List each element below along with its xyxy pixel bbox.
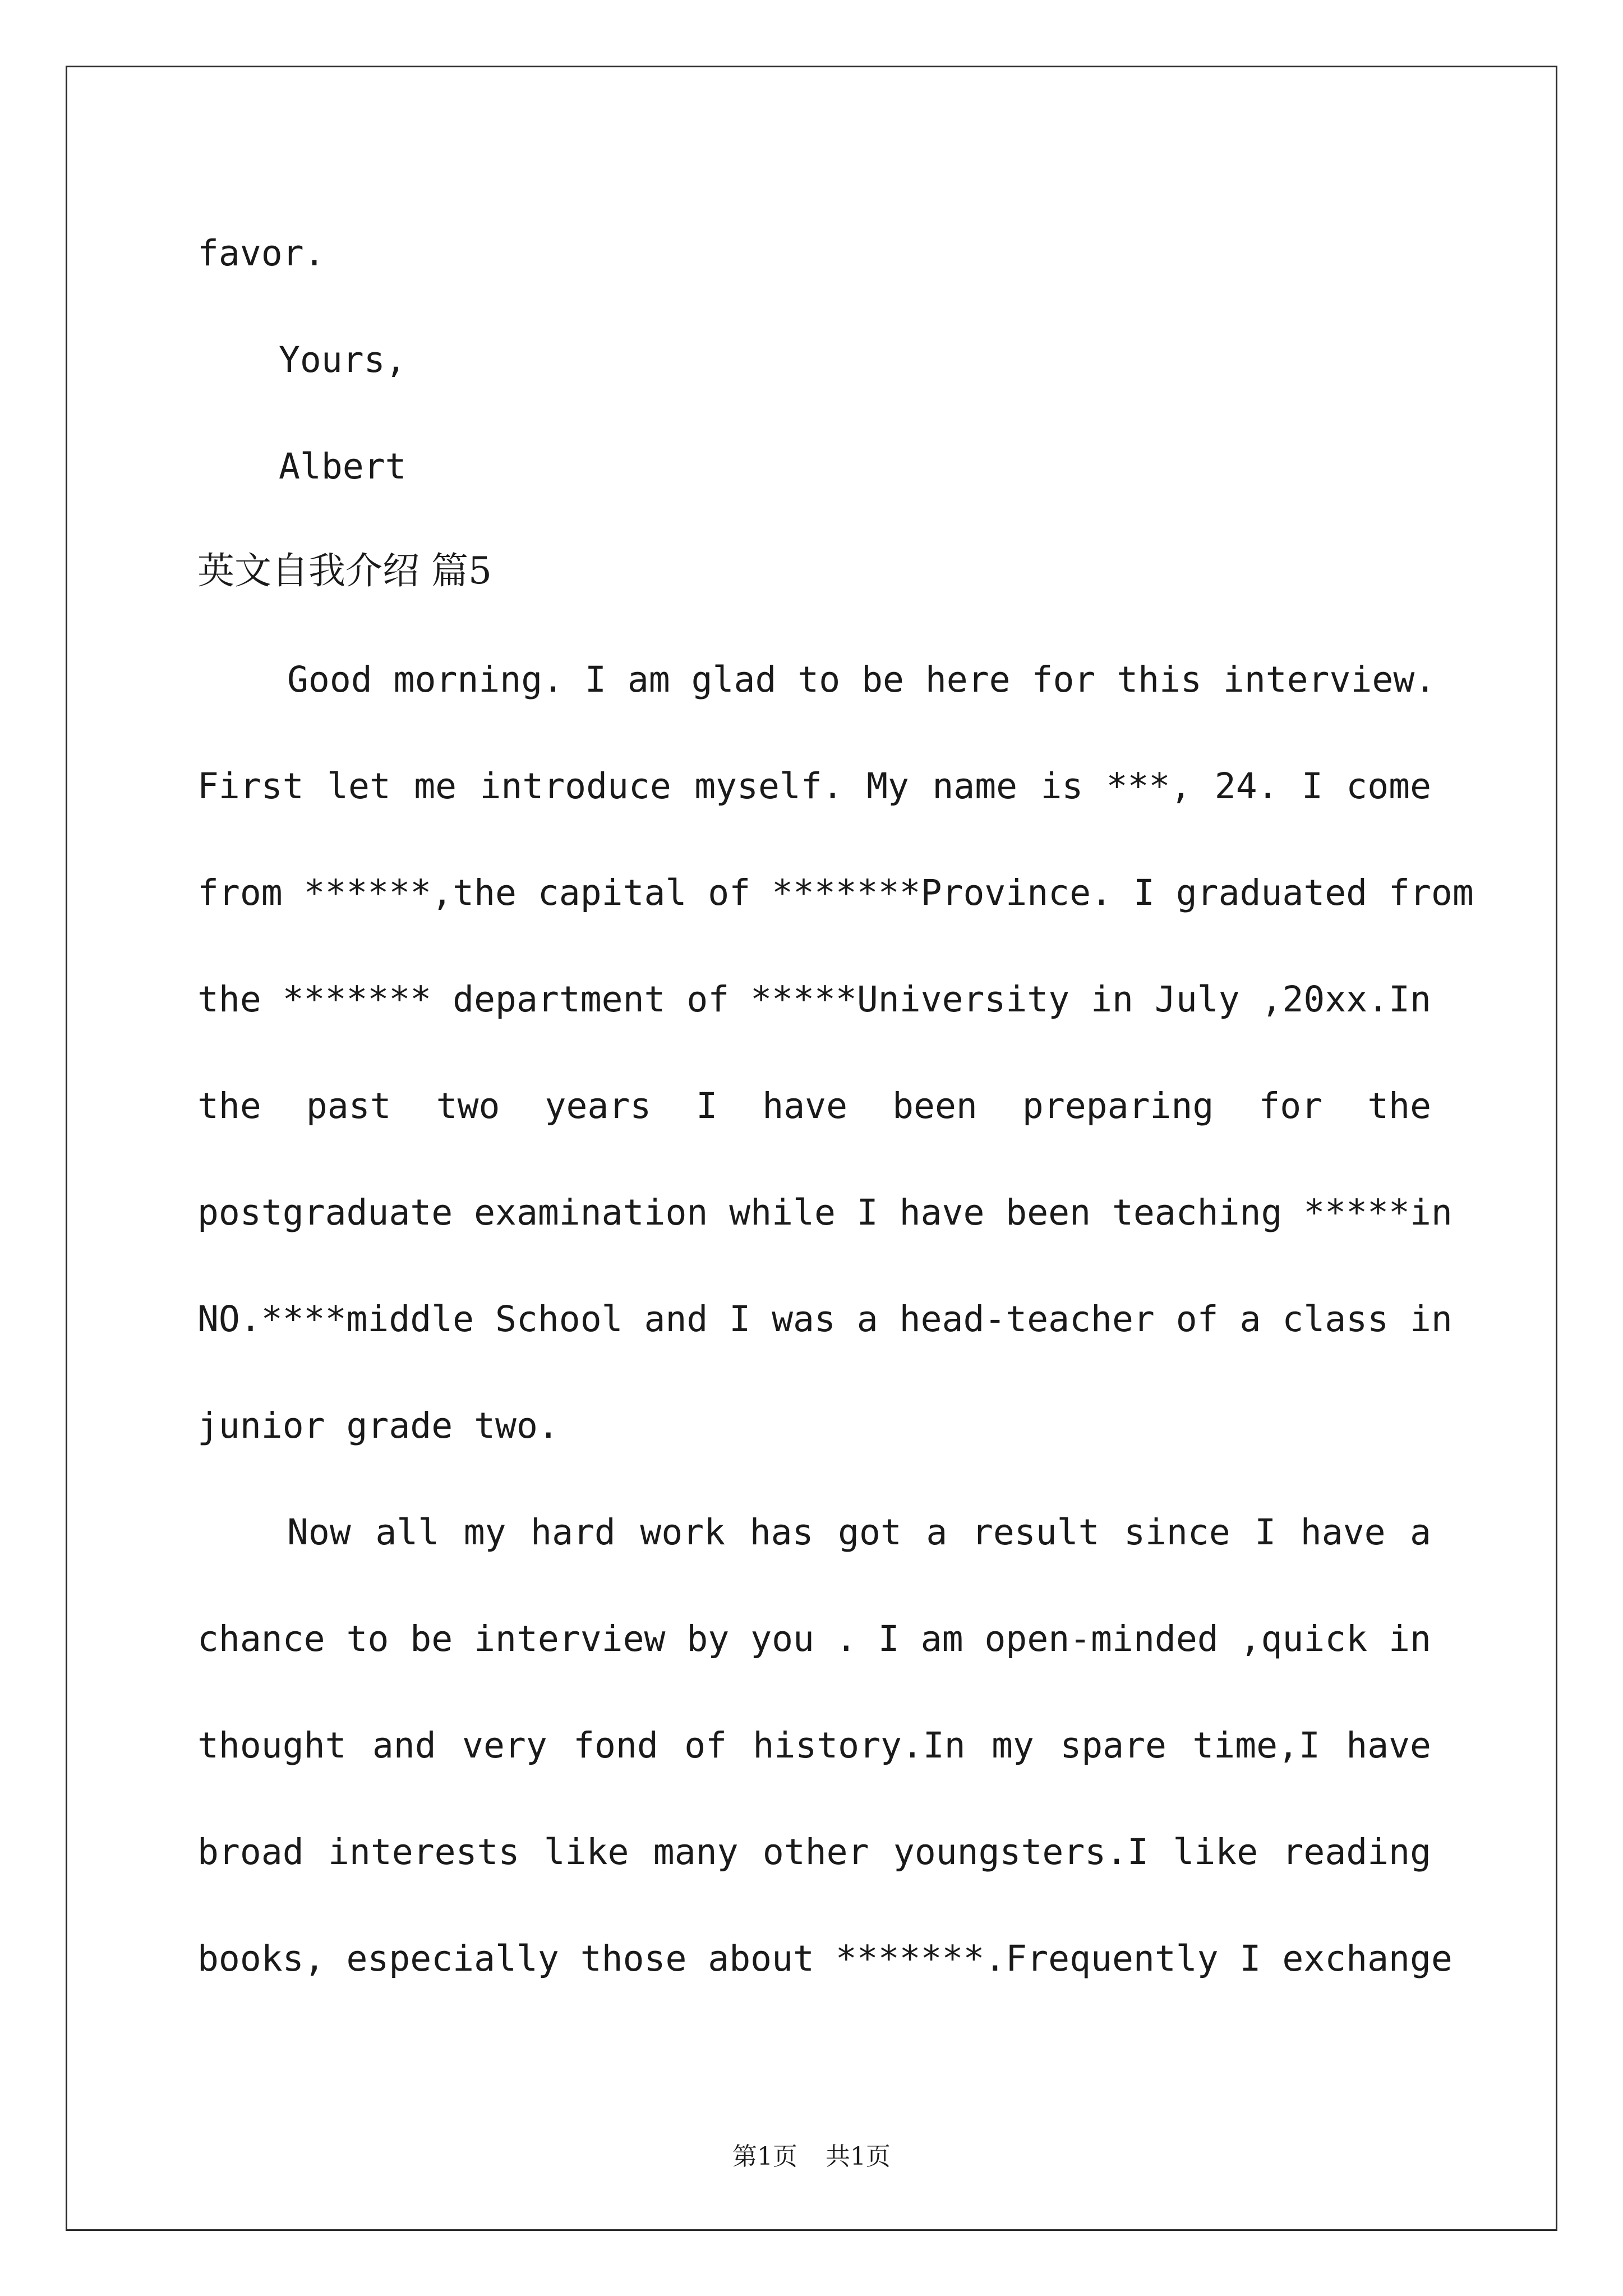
paragraph-line: the past two years I have been preparing for the [197, 1085, 1431, 1126]
paragraph-line: First let me introduce myself. My name is ***, 24. I come [197, 766, 1431, 807]
paragraph-line: Now all my hard work has got a result since I have a [287, 1512, 1431, 1553]
signature-name: Albert [279, 446, 407, 487]
paragraph-line: from ******,the capital of *******Province. I graduated from [197, 872, 1474, 913]
page-total: 共1页 [826, 2142, 891, 2171]
section-heading: 英文自我介绍 篇5 [197, 549, 492, 592]
paragraph-line: postgraduate examination while I have been teaching *****in [197, 1192, 1453, 1233]
paragraph-line: Good morning. I am glad to be here for this interview. [287, 659, 1436, 700]
paragraph-line: the ******* department of *****University in July ,20xx.In [197, 979, 1431, 1020]
paragraph-line: chance to be interview by you . I am open-minded ,quick in [197, 1618, 1431, 1659]
closing-salutation: Yours, [279, 339, 407, 380]
page-number: 第1页 [732, 2142, 797, 2171]
paragraph-line: junior grade two. [197, 1405, 559, 1446]
page-footer [0, 2136, 1623, 2172]
paragraph-line: thought and very fond of history.In my spare time,I have [197, 1725, 1431, 1766]
paragraph-line: broad interests like many other youngsters.I like reading [197, 1832, 1431, 1872]
page-border [66, 66, 1557, 2231]
text-line: favor. [197, 233, 325, 274]
paragraph-line: books, especially those about *******.Frequently I exchange [197, 1938, 1453, 1979]
paragraph-line: NO.****middle School and I was a head-teacher of a class in [197, 1299, 1453, 1340]
